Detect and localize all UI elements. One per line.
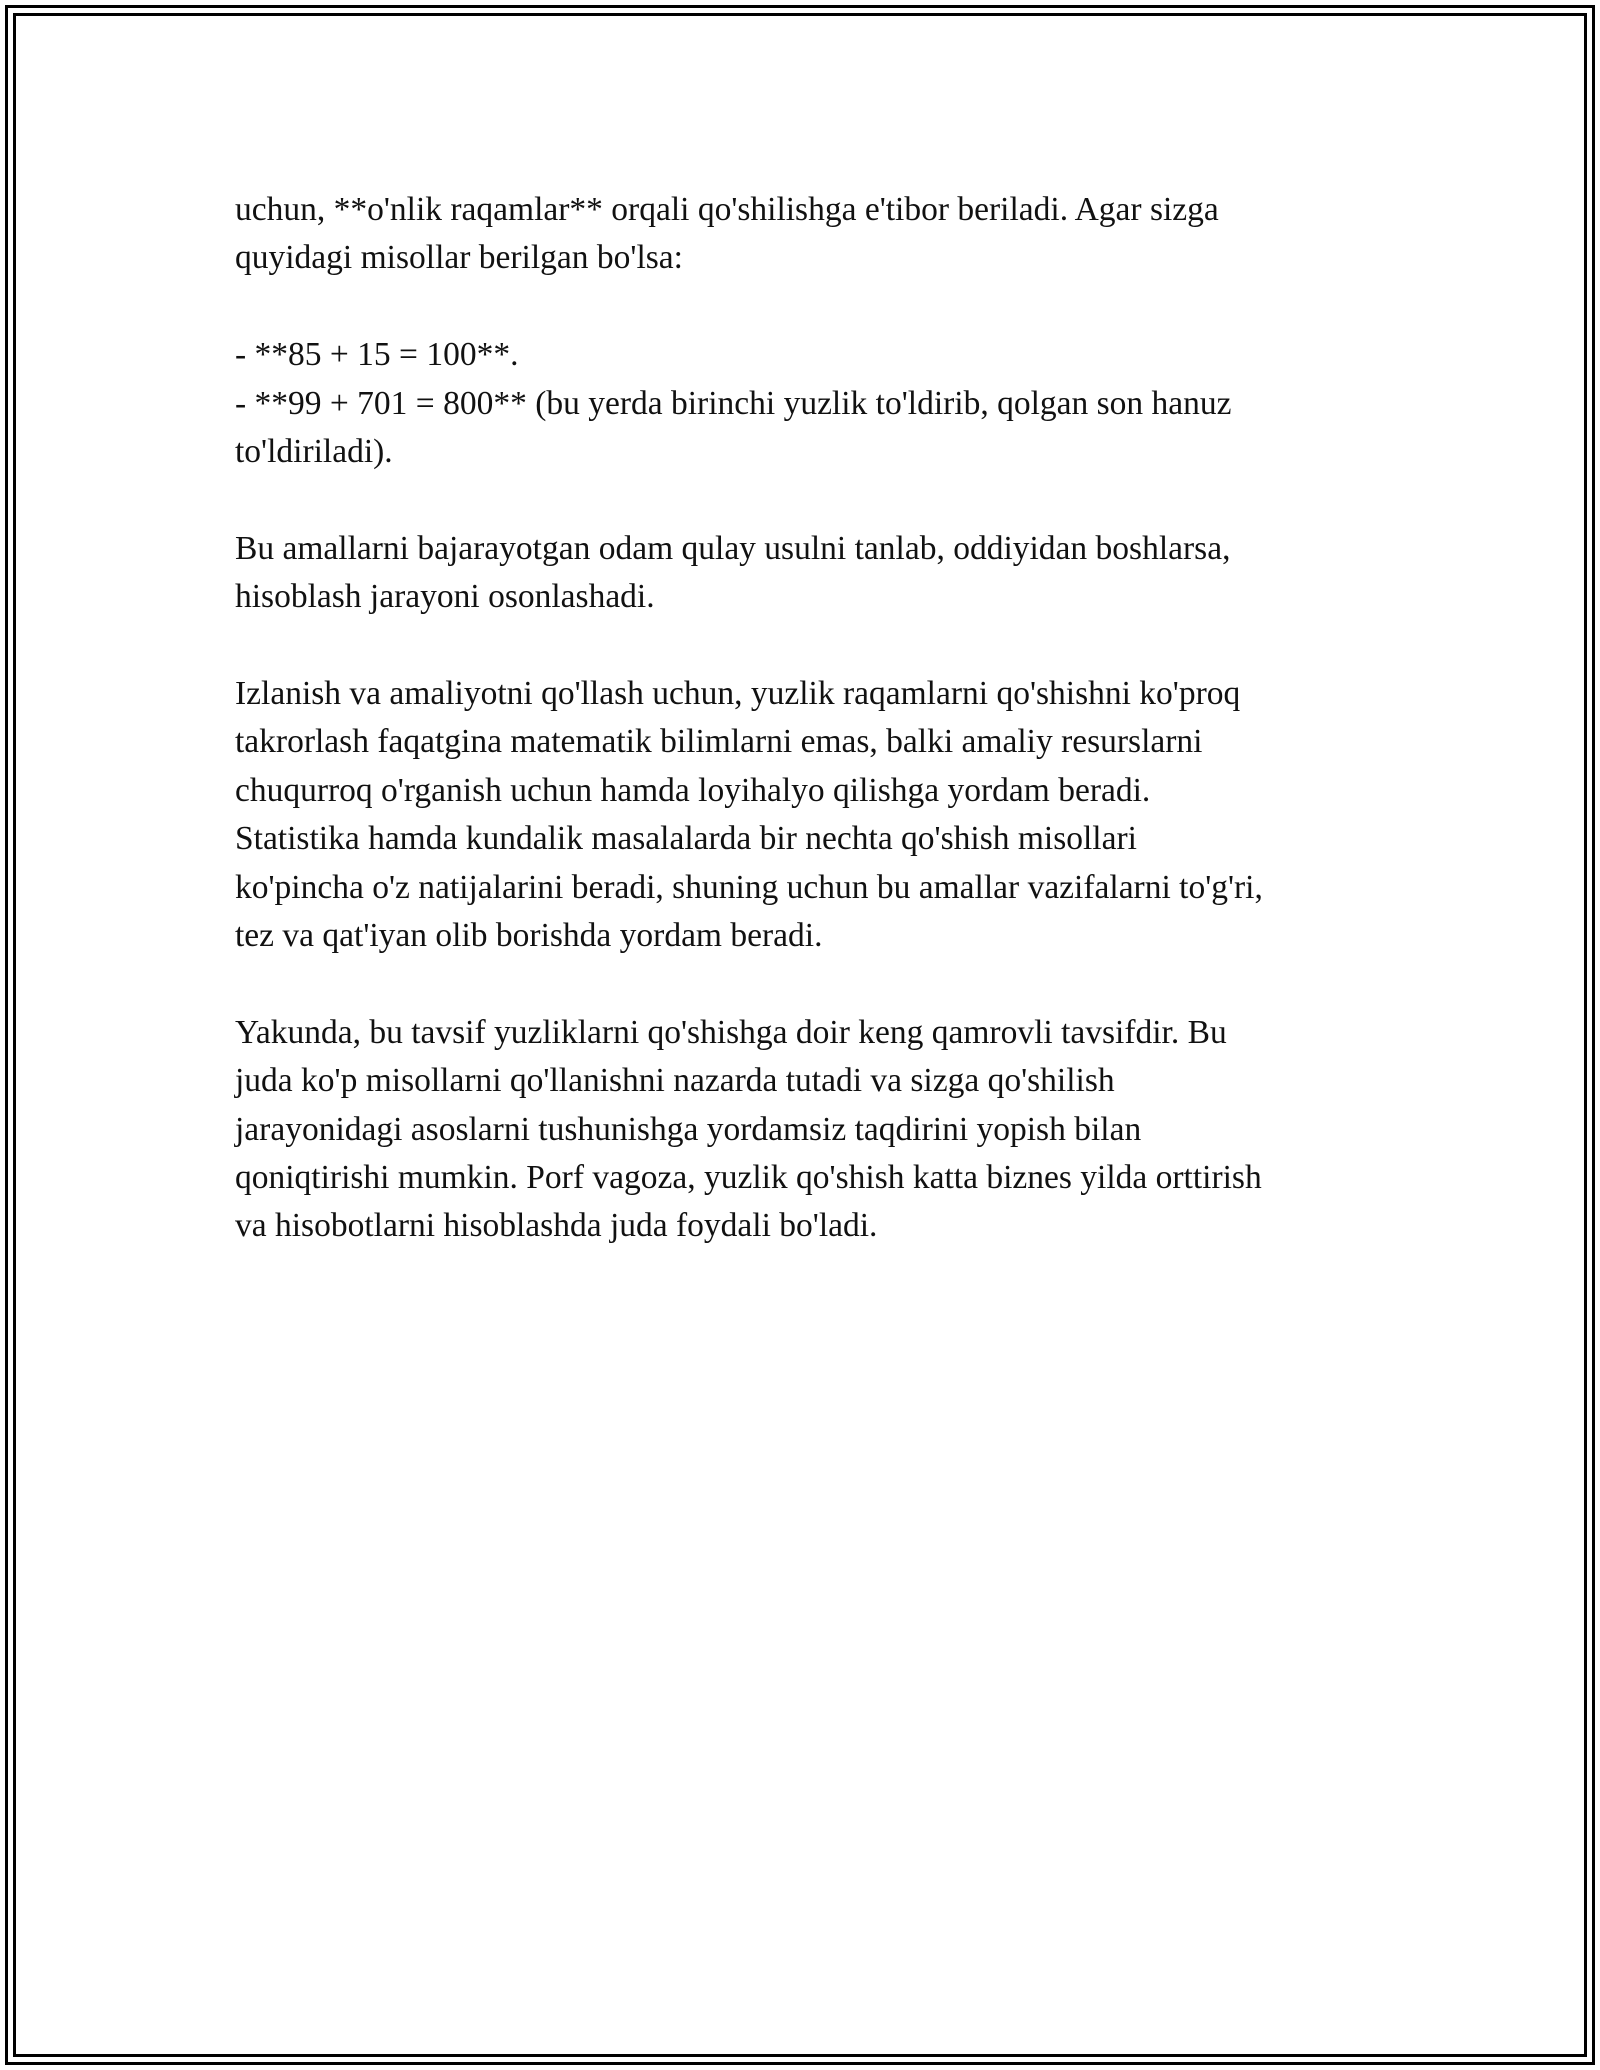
examples-list (235, 331, 1385, 476)
intro-paragraph: uchun, **o'nlik raqamlar** orqali qo'shilishga e'tibor beriladi. Agar sizga quyidagi misollar berilgan bo'lsa: (235, 191, 1219, 277)
paragraph-conclusion: Yakunda, bu tavsif yuzliklarni qo'shishga doir keng qamrovli tavsifdir. Bu juda ko'p misollarni qo'llanishni nazarda tutadi va sizga qo'shilish jarayonidagi asoslarni tushunishga yordamsiz taqdirini yopish bilan qoniqtirishi mumkin. Porf vagoza, yuzlik qo'shish katta biznes yilda orttirish va hisobotlarni hisoblashda juda foydali bo'ladi. (235, 1013, 1262, 1245)
document-body (235, 186, 1385, 1299)
example-item-1: - **85 + 15 = 100**. (235, 336, 519, 374)
paragraph-practice: Izlanish va amaliyotni qo'llash uchun, yuzlik raqamlarni qo'shishni ko'proq takrorlash faqatgina matematik bilimlarni emas, balki amaliy resurslarni chuqurroq o'rganish uchun hamda loyihalyo qilishga yordam beradi. Statistika hamda kundalik masalalarda bir nechta qo'shish misollari ko'pincha o'z natijalarini beradi, shuning uchun bu amallar vazifalarni to'g'ri, tez va qat'iyan olib borishda yordam beradi. (235, 675, 1263, 955)
paragraph-method: Bu amallarni bajarayotgan odam qulay usulni tanlab, oddiyidan boshlarsa, hisoblash jarayoni osonlashadi. (235, 529, 1231, 616)
example-item-2: - **99 + 701 = 800** (bu yerda birinchi yuzlik to'ldirib, qolgan son hanuz to'ldiriladi). (235, 384, 1232, 471)
